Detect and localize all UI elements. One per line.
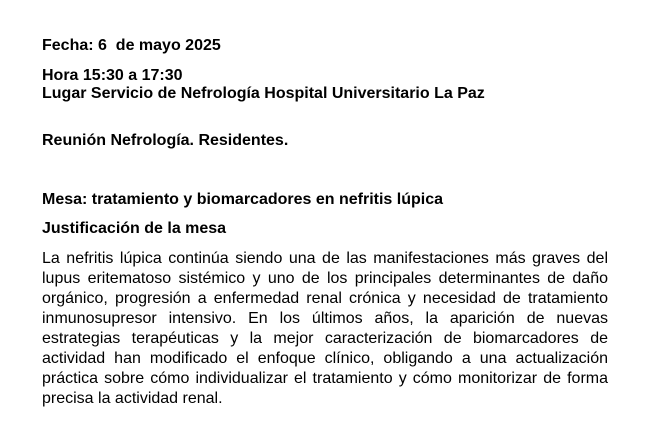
paragraph-line: precisa la actividad renal.	[42, 390, 223, 407]
paragraph-line: lupus eritematoso sistémico y uno de los principales determinantes de daño	[42, 270, 608, 287]
justification-paragraph	[42, 249, 608, 409]
meeting-date: Fecha: 6 de mayo 2025	[42, 37, 221, 54]
paragraph-line: actividad han modificado el enfoque clínico, obligando a una actualización	[42, 350, 608, 367]
meeting-title: Reunión Nefrología. Residentes.	[42, 132, 289, 149]
session-title: Mesa: tratamiento y biomarcadores en nefritis lúpica	[42, 191, 444, 208]
justification-heading: Justificación de la mesa	[42, 220, 227, 237]
paragraph-line: La nefritis lúpica continúa siendo una de las manifestaciones más graves del	[42, 250, 608, 267]
meeting-location: Lugar Servicio de Nefrología Hospital Universitario La Paz	[42, 85, 485, 102]
paragraph-line: práctica sobre cómo individualizar el tratamiento y cómo monitorizar de forma	[42, 370, 608, 387]
paragraph-line: orgánico, progresión a enfermedad renal crónica y necesidad de tratamiento	[42, 290, 608, 307]
meeting-time: Hora 15:30 a 17:30	[42, 67, 183, 84]
paragraph-line: inmunosupresor intensivo. En los últimos años, la aparición de nuevas	[42, 310, 608, 327]
paragraph-line: estrategias terapéuticas y la mejor caracterización de biomarcadores de	[42, 330, 608, 347]
